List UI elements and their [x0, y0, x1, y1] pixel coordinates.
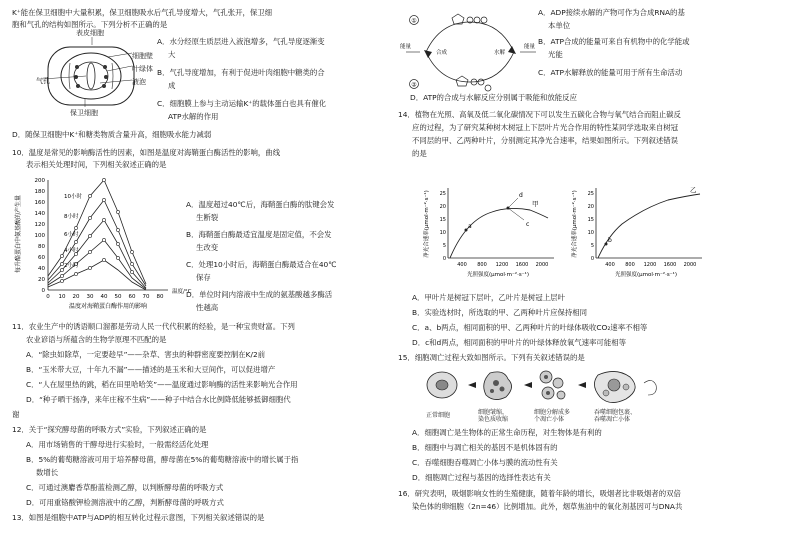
q15-intro: 15．细胞凋亡过程大致如图所示。下列有关叙述错误的是 [398, 353, 585, 362]
apoptosis-figure [420, 367, 670, 409]
svg-text:能量: 能量 [524, 44, 536, 50]
svg-text:10: 10 [439, 230, 446, 236]
label-stoma: 气孔 [36, 77, 50, 85]
q10-option-b: B．海鞘蛋白酶最适宜温度是固定值，不会发 [186, 230, 332, 239]
svg-text:0: 0 [442, 256, 446, 262]
enzyme-activity-chart [12, 172, 192, 312]
svg-text:b: b [608, 237, 612, 244]
q14-intro-line-1: 14．植物在光照、高氧及低二氧化碳情况下可以发生五碳化合物与氧气结合而阻止碳反 [398, 110, 681, 119]
q13-option-b: B．ATP合成的能量可来自有机物中的化学能或 [538, 37, 690, 46]
q13-intro: 13．如图是细胞中ATP与ADP的相互转化过程示意图，下列相关叙述错误的是 [12, 513, 265, 522]
photosynthesis-chart-yi [570, 186, 710, 282]
apoptosis-label-4b: 吞噬凋亡小体 [594, 416, 631, 423]
svg-text:2000: 2000 [535, 262, 549, 268]
svg-text:10: 10 [58, 294, 66, 300]
q12-option-d: D．可用重铬酸钾检测溶液中的乙醇，判断酵母菌的呼吸方式 [26, 498, 224, 507]
svg-text:甲: 甲 [532, 200, 539, 208]
svg-text:6小时: 6小时 [64, 232, 79, 238]
q13-option-b-wrap: 光能 [548, 50, 563, 59]
svg-text:20: 20 [587, 204, 594, 210]
q9-intro-line-1: K⁺能在保卫细胞中大量积累，保卫细胞吸水后气孔导度增大，气孔张开，保卫细 [12, 8, 273, 17]
q11-intro-line-1: 11．农业生产中的诱语顺口溜都是劳动人民一代代积累的经验，是一种宝贵财富。下列 [12, 322, 295, 331]
svg-text:40: 40 [100, 294, 108, 300]
q9-option-a-wrap: 大 [168, 50, 176, 59]
photosynthesis-chart-jia [422, 186, 562, 282]
q10-option-a-wrap: 生断裂 [196, 213, 219, 222]
svg-text:1200: 1200 [643, 262, 657, 268]
q13-option-d: D．ATP的合成与水解反应分别属于吸能和放能反应 [410, 93, 577, 102]
svg-text:0: 0 [46, 294, 50, 300]
svg-text:c: c [526, 221, 530, 228]
svg-text:0: 0 [590, 256, 594, 262]
q15-option-c: C．吞噬细胞吞噬凋亡小体与膜的流动性有关 [412, 458, 558, 467]
q12-option-b-wrap: 数增长 [36, 468, 59, 477]
q14-intro-line-2: 应的过程，为了研究某种树木树冠上下层叶片光合作用的特性某同学选取来自树冠 [412, 123, 679, 132]
svg-text:800: 800 [477, 262, 487, 268]
q11-option-b: B．“玉米带大豆，十年九不漏”——描述的是玉米和大豆间作，可以促进增产 [26, 365, 276, 374]
svg-text:1600: 1600 [515, 262, 529, 268]
q13-option-a-wrap: 本单位 [548, 21, 571, 30]
apoptosis-label-1: 正常细胞 [426, 412, 451, 419]
svg-text:净光合速率(μmol·m⁻²·s⁻¹): 净光合速率(μmol·m⁻²·s⁻¹) [572, 190, 578, 258]
atp-adp-cycle-figure [400, 8, 540, 96]
svg-text:1200: 1200 [495, 262, 509, 268]
q10-option-c: C．处理10小时后，海鞘蛋白酶最适合在40℃ [186, 260, 337, 269]
q13-option-a: A．ADP接续水解的产物可作为合成RNA的基 [538, 8, 685, 17]
q14-option-c: C．a、b两点，相同面积的甲、乙两种叶片的叶绿体吸收CO₂速率不相等 [412, 323, 648, 332]
guard-cell-figure [30, 33, 150, 117]
svg-text:15: 15 [587, 217, 594, 223]
svg-text:4小时: 4小时 [64, 248, 79, 254]
svg-text:8小时: 8小时 [64, 214, 79, 220]
apoptosis-label-3a: 细胞分解成多 [534, 409, 571, 416]
label-chloroplast: 叶绿体 [132, 65, 153, 73]
apoptosis-label-4a: 吞噬细胞包裹、 [594, 409, 637, 416]
svg-text:合成: 合成 [436, 50, 448, 56]
q12-option-c: C．可通过澳麝香草酚蓝检测乙醇，以判断酵母菌的呼吸方式 [26, 483, 224, 492]
q10-intro-line-2: 表示相关处理时间，下列相关叙述正确的是 [26, 160, 167, 169]
svg-text:10小时: 10小时 [64, 194, 82, 200]
enzyme-chart-x-label: 温度对海鞘蛋白酶作用的影响 [68, 303, 148, 310]
q14-intro-line-3: 不同层的甲、乙两种叶片，分别测定其净光合速率，结果如图所示。下列叙述错误 [412, 136, 679, 145]
apoptosis-label-3b: 个凋亡小体 [534, 416, 565, 423]
enzyme-chart-y-label: 每升酪蛋白中氨基酸的产生量 [15, 194, 22, 274]
svg-text:水解: 水解 [494, 50, 506, 56]
q15-option-d: D．细胞凋亡过程与基因的选择性表达有关 [412, 473, 551, 482]
svg-text:40: 40 [38, 266, 45, 272]
q11-option-d-wrap: 谢 [12, 410, 20, 419]
svg-text:0: 0 [41, 288, 45, 294]
svg-text:2000: 2000 [683, 262, 697, 268]
svg-text:140: 140 [34, 211, 45, 217]
label-guard-cell: 保卫细胞 [70, 109, 98, 117]
q16-intro-line-1: 16．研究表明，吸烟影响女性的生殖健康，随着年龄的增长，吸烟者比非吸烟者的双倍 [398, 489, 681, 498]
svg-text:60: 60 [128, 294, 136, 300]
apoptosis-label-2b: 染色质收缩 [478, 416, 509, 423]
q10-option-d-wrap: 性越高 [196, 303, 219, 312]
svg-text:20: 20 [72, 294, 80, 300]
svg-text:80: 80 [38, 244, 45, 250]
svg-text:50: 50 [114, 294, 122, 300]
q16-intro-line-2: 染色体的卵细胞（2n=46）比例增加。此外，烟草焦油中的氧化剂基因可与DNA共 [412, 502, 683, 511]
q14-intro-line-4: 的是 [412, 149, 427, 158]
svg-text:能量: 能量 [400, 44, 412, 50]
svg-text:5: 5 [590, 243, 594, 249]
svg-text:120: 120 [34, 222, 45, 228]
svg-text:1600: 1600 [663, 262, 677, 268]
svg-text:400: 400 [605, 262, 615, 268]
svg-text:25: 25 [587, 191, 594, 197]
svg-text:光照强度(μmol·m⁻²·s⁻¹): 光照强度(μmol·m⁻²·s⁻¹) [467, 272, 529, 278]
q9-option-c: C．细胞膜上参与主动运输K⁺的载体蛋白也具有催化 [157, 99, 327, 108]
q15-option-a: A．细胞凋亡是生物体的正常生命历程，对生物体是有利的 [412, 428, 602, 437]
left-column [0, 0, 395, 560]
q12-option-a: A．用市场销售的干酵母进行实验时，一般需经活化处理 [26, 440, 209, 449]
svg-text:400: 400 [457, 262, 467, 268]
svg-text:160: 160 [34, 200, 45, 206]
q9-option-a: A．水分经原生质层进入液泡增多，气孔导度逐渐变 [157, 37, 325, 46]
q9-option-c-wrap: ATP水解的作用 [168, 112, 219, 121]
svg-text:30: 30 [86, 294, 94, 300]
svg-text:光照强度(μmol·m⁻²·s⁻¹): 光照强度(μmol·m⁻²·s⁻¹) [615, 272, 677, 278]
q12-option-b: B．5%的葡萄糖溶液可用于培养酵母菌，酵母菌在5%的葡萄糖溶液中的增长属于指 [26, 455, 299, 464]
q9-intro-line-2: 胞和气孔的结构如图所示。下列分析不正确的是 [12, 20, 168, 29]
q9-option-d: D．随保卫细胞中K⁺和糖类物质含量升高，细胞吸水能力减弱 [12, 130, 212, 139]
q10-option-d: D．单位时间内溶液中生成的氨基酸越多酶活 [186, 290, 333, 299]
q14-option-d: D．c和d两点，相同面积的甲叶片的叶绿体释放氧气速率可能相等 [412, 338, 626, 347]
q14-option-a: A．甲叶片是树冠下层叶，乙叶片是树冠上层叶 [412, 293, 565, 302]
q14-option-b: B．实验选材时，所选取的甲、乙两种叶片应保持相同 [412, 308, 588, 317]
right-column [398, 0, 794, 560]
q10-option-a: A．温度超过40℃后，海鞘蛋白酶的肽键会发 [186, 200, 335, 209]
q10-option-c-wrap: 保存 [196, 273, 211, 282]
label-vacuole: 液泡 [132, 78, 146, 86]
svg-text:a: a [468, 223, 472, 230]
q12-intro: 12．关于“探究酵母菌的呼吸方式”实验，下列叙述正确的是 [12, 425, 207, 434]
q11-option-d: D．“种子晒干扬净，来年庄稼不生病”——种子中结合水比例降低能够抵御细胞代 [26, 395, 291, 404]
label-cell-wall: 细胞壁 [132, 52, 153, 60]
q10-intro-line-1: 10．温度是常见的影响酶活性的因素，如图是温度对海鞘蛋白酶活性的影响，曲线 [12, 148, 281, 157]
svg-text:10: 10 [587, 230, 594, 236]
svg-text:乙: 乙 [690, 186, 697, 194]
q13-option-c: C．ATP水解释放的能量可用于所有生命活动 [538, 68, 683, 77]
svg-text:15: 15 [439, 217, 446, 223]
svg-text:②: ② [411, 81, 417, 89]
svg-text:200: 200 [34, 178, 45, 184]
svg-text:净光合速率(μmol·m⁻²·s⁻¹): 净光合速率(μmol·m⁻²·s⁻¹) [424, 190, 430, 258]
svg-text:60: 60 [38, 255, 45, 261]
svg-text:100: 100 [34, 233, 45, 239]
svg-text:5: 5 [442, 243, 446, 249]
svg-text:70: 70 [142, 294, 150, 300]
svg-text:25: 25 [439, 191, 446, 197]
apoptosis-label-2a: 细胞皱缩， [478, 409, 509, 416]
svg-text:2小时: 2小时 [64, 263, 79, 269]
label-epidermis: 表皮细胞 [76, 29, 104, 37]
q11-option-a: A．“除虫如除草，一定要趁早”——杂草、害虫的种群密度要控制在K/2前 [26, 350, 266, 359]
enzyme-chart-x-unit: 温度/°C [172, 289, 192, 295]
svg-text:20: 20 [439, 204, 446, 210]
q15-option-b: B．细胞中与凋亡相关的基因不是机体固有的 [412, 443, 558, 452]
svg-text:①: ① [411, 17, 417, 25]
q9-option-b-wrap: 成 [168, 81, 176, 90]
svg-text:d: d [519, 192, 523, 199]
q10-option-b-wrap: 生改变 [196, 243, 219, 252]
q9-option-b: B．气孔导度增加，有利于促进叶肉细胞中糖类的合 [157, 68, 325, 77]
q11-intro-line-2: 农业谚语与所蕴含的生物学原理不匹配的是 [26, 335, 167, 344]
q11-option-c: C．“人在屋里热的跳，稻在田里哈哈笑”——温度通过影响酶的活性来影响光合作用 [26, 380, 298, 389]
svg-text:800: 800 [625, 262, 635, 268]
svg-text:180: 180 [34, 189, 45, 195]
svg-text:80: 80 [156, 294, 164, 300]
svg-text:20: 20 [38, 277, 45, 283]
